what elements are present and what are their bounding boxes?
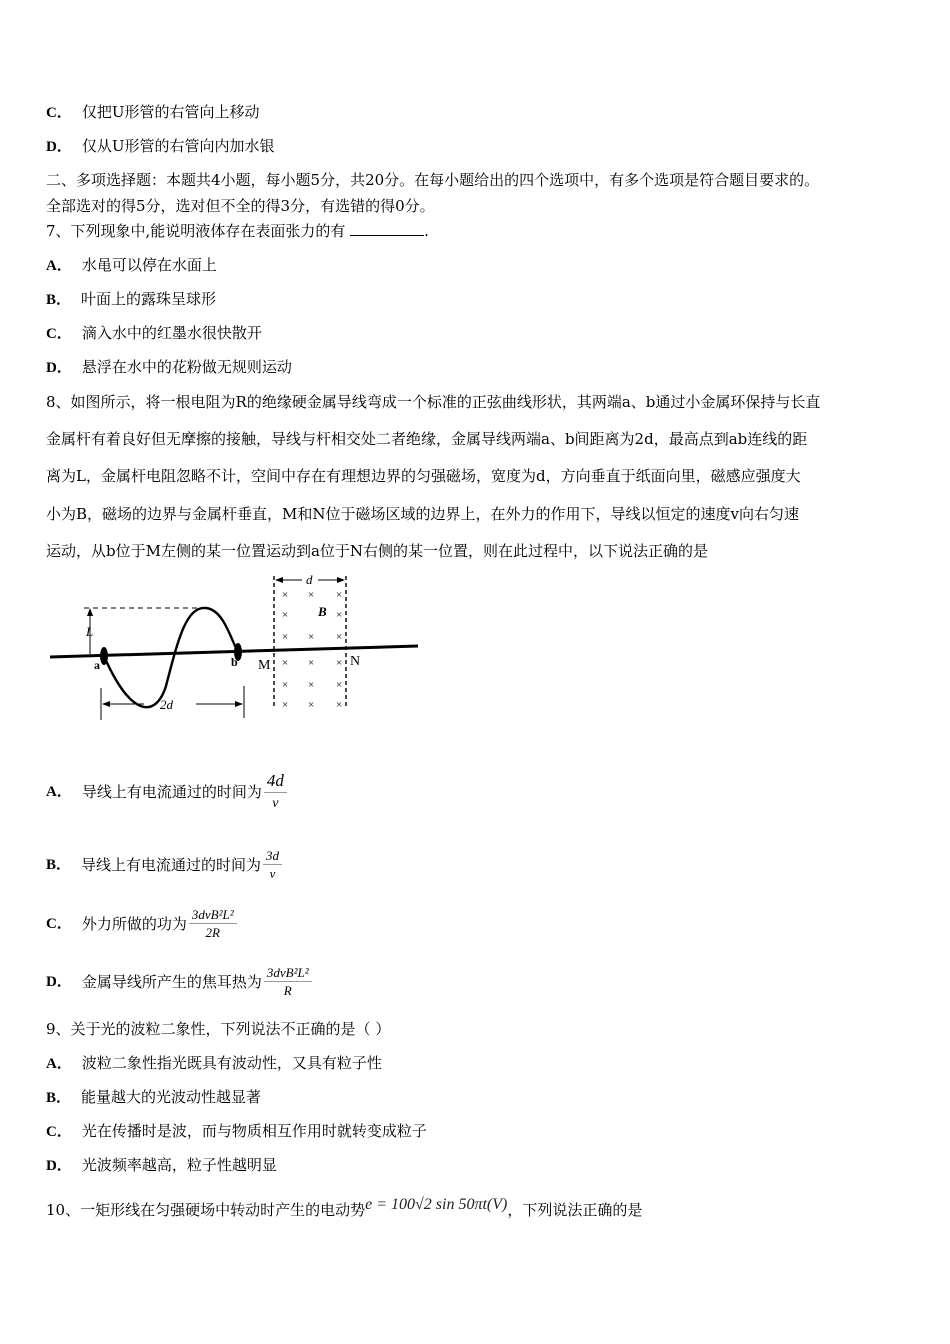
field-mark: × <box>308 589 315 601</box>
q7-stem-text: 7、下列现象中,能说明液体存在表面张力的有 <box>46 222 346 240</box>
option-c-prev <box>46 102 910 123</box>
q8-stem-line3: 离为L，金属杆电阻忽略不计，空间中存在有理想边界的匀强磁场，宽度为d，方向垂直于纸面向里，磁感应强度大 <box>46 467 801 485</box>
q8-figure <box>46 568 426 726</box>
arrow-left-icon <box>102 701 110 707</box>
fraction <box>264 770 287 815</box>
q10-stem-end: ，下列说法正确的是 <box>507 1201 643 1219</box>
fraction-numerator: 3d <box>263 848 282 865</box>
option-d-prev <box>46 136 910 157</box>
option-text: 导线上有电流通过的时间为 <box>81 856 262 874</box>
q8-stem-line1: 8、如图所示，将一根电阻为R的绝缘硬金属导线弯成一个标准的正弦曲线形状，其两端a、b通过小金属环保持与长直 <box>46 393 821 411</box>
option-letter: A． <box>46 784 72 800</box>
option-text: 叶面上的露珠呈球形 <box>81 290 217 308</box>
fraction-numerator: 3dvB²L² <box>189 907 237 924</box>
field-mark: × <box>336 657 343 669</box>
sine-wire <box>104 608 238 707</box>
option-text: 水黾可以停在水面上 <box>81 256 217 274</box>
q9-option-d <box>46 1155 910 1176</box>
option-letter: B． <box>46 292 72 308</box>
label-N: N <box>350 654 361 669</box>
label-L: L <box>86 624 94 639</box>
q10-stem-text: 10、一矩形线在匀强硬场中转动时产生的电动势 <box>46 1201 366 1219</box>
option-letter: B． <box>46 1090 72 1106</box>
q8-option-b <box>46 842 910 888</box>
field-mark: × <box>282 657 289 669</box>
q9-option-a <box>46 1053 910 1074</box>
label-B: B <box>318 604 327 619</box>
q9-stem: 9、关于光的波粒二象性，下列说法不正确的是（ ） <box>46 1020 391 1038</box>
arrow-up-icon <box>87 608 93 616</box>
option-text: 金属导线所产生的焦耳热为 <box>81 973 262 991</box>
field-mark: × <box>308 679 315 691</box>
field-mark: × <box>308 631 315 643</box>
q8-stem-line2: 金属杆有着良好但无摩擦的接触，导线与杆相交处二者绝缘，金属导线两端a、b间距离为2d，最高点到ab连线的距 <box>46 430 808 448</box>
option-text: 能量越大的光波动性越显著 <box>81 1088 262 1106</box>
option-letter: C． <box>46 1124 72 1140</box>
option-text: 波粒二象性指光既具有波动性，又具有粒子性 <box>81 1054 382 1072</box>
option-letter: A． <box>46 1056 72 1072</box>
q7-option-d <box>46 357 910 378</box>
fraction <box>189 907 237 942</box>
option-letter: C． <box>46 105 72 121</box>
field-mark: × <box>308 657 315 669</box>
option-text: 仅从U形管的右管向内加水银 <box>81 137 275 155</box>
field-mark: × <box>282 631 289 643</box>
option-text: 导线上有电流通过的时间为 <box>81 783 262 801</box>
q8-option-c <box>46 902 910 946</box>
section-heading-line2: 全部选对的得5分，选对但不全的得3分，有选错的得0分。 <box>46 197 435 215</box>
fraction-denominator: R <box>283 982 292 998</box>
option-text: 外力所做的功为 <box>81 915 187 933</box>
field-mark: × <box>282 609 289 621</box>
arrow-left-icon <box>275 577 283 583</box>
q8-option-a <box>46 760 910 824</box>
option-text: 仅把U形管的右管向上移动 <box>81 103 260 121</box>
option-text: 光在传播时是波，而与物质相互作用时就转变成粒子 <box>81 1122 427 1140</box>
fraction-numerator: 4d <box>264 770 287 793</box>
fraction <box>264 965 312 1000</box>
section-heading-line1: 二、多项选择题：本题共4小题，每小题5分，共20分。在每小题给出的四个选项中，有多个选项是符合题目要求的。 <box>46 171 820 189</box>
q7-option-a <box>46 255 910 276</box>
q7-stem-end: . <box>424 222 429 240</box>
field-mark: × <box>336 699 343 711</box>
field-mark: × <box>336 609 343 621</box>
field-mark: × <box>282 679 289 691</box>
q9-option-c <box>46 1121 910 1142</box>
answer-blank <box>350 221 424 236</box>
q7-option-c <box>46 323 910 344</box>
label-M: M <box>258 658 271 673</box>
field-mark: × <box>282 589 289 601</box>
q8-stem-line5: 运动，从b位于M左侧的某一位置运动到a位于N右侧的某一位置，则在此过程中，以下说法正确的是 <box>46 542 709 560</box>
field-mark: × <box>336 589 343 601</box>
option-letter: C． <box>46 326 72 342</box>
q7-option-b <box>46 289 910 310</box>
emf-formula: e = 100√2 sin 50πt(V) <box>365 1196 508 1213</box>
option-letter: D． <box>46 139 72 155</box>
fraction-denominator: v <box>269 865 276 881</box>
option-letter: D． <box>46 1158 72 1174</box>
option-text: 悬浮在水中的花粉做无规则运动 <box>81 358 292 376</box>
q8-stem-line4: 小为B，磁场的边界与金属杆垂直，M和N位于磁场区域的边界上，在外力的作用下，导线以恒定的速度v向右匀速 <box>46 505 799 523</box>
label-2d: 2d <box>160 697 173 712</box>
option-letter: A． <box>46 258 72 274</box>
arrow-right-icon <box>337 577 345 583</box>
fraction-denominator: v <box>272 795 279 811</box>
q8-option-d <box>46 960 910 1004</box>
label-d: d <box>306 572 313 587</box>
field-mark: × <box>282 699 289 711</box>
fraction <box>263 848 282 883</box>
q9-option-b <box>46 1087 910 1108</box>
q10-stem <box>46 1196 910 1225</box>
fraction-numerator: 3dvB²L² <box>264 965 312 982</box>
field-mark: × <box>336 679 343 691</box>
option-letter: C． <box>46 916 72 932</box>
arrow-right-icon <box>235 701 243 707</box>
label-b: b <box>231 655 238 669</box>
fraction-denominator: 2R <box>205 924 220 940</box>
field-mark: × <box>308 699 315 711</box>
option-letter: D． <box>46 360 72 376</box>
option-letter: D． <box>46 974 72 990</box>
option-letter: B． <box>46 857 72 873</box>
field-mark: × <box>336 631 343 643</box>
option-text: 滴入水中的红墨水很快散开 <box>81 324 262 342</box>
q7-stem <box>46 221 910 241</box>
ring-a <box>100 647 108 665</box>
option-text: 光波频率越高，粒子性越明显 <box>81 1156 277 1174</box>
label-a: a <box>94 658 100 672</box>
